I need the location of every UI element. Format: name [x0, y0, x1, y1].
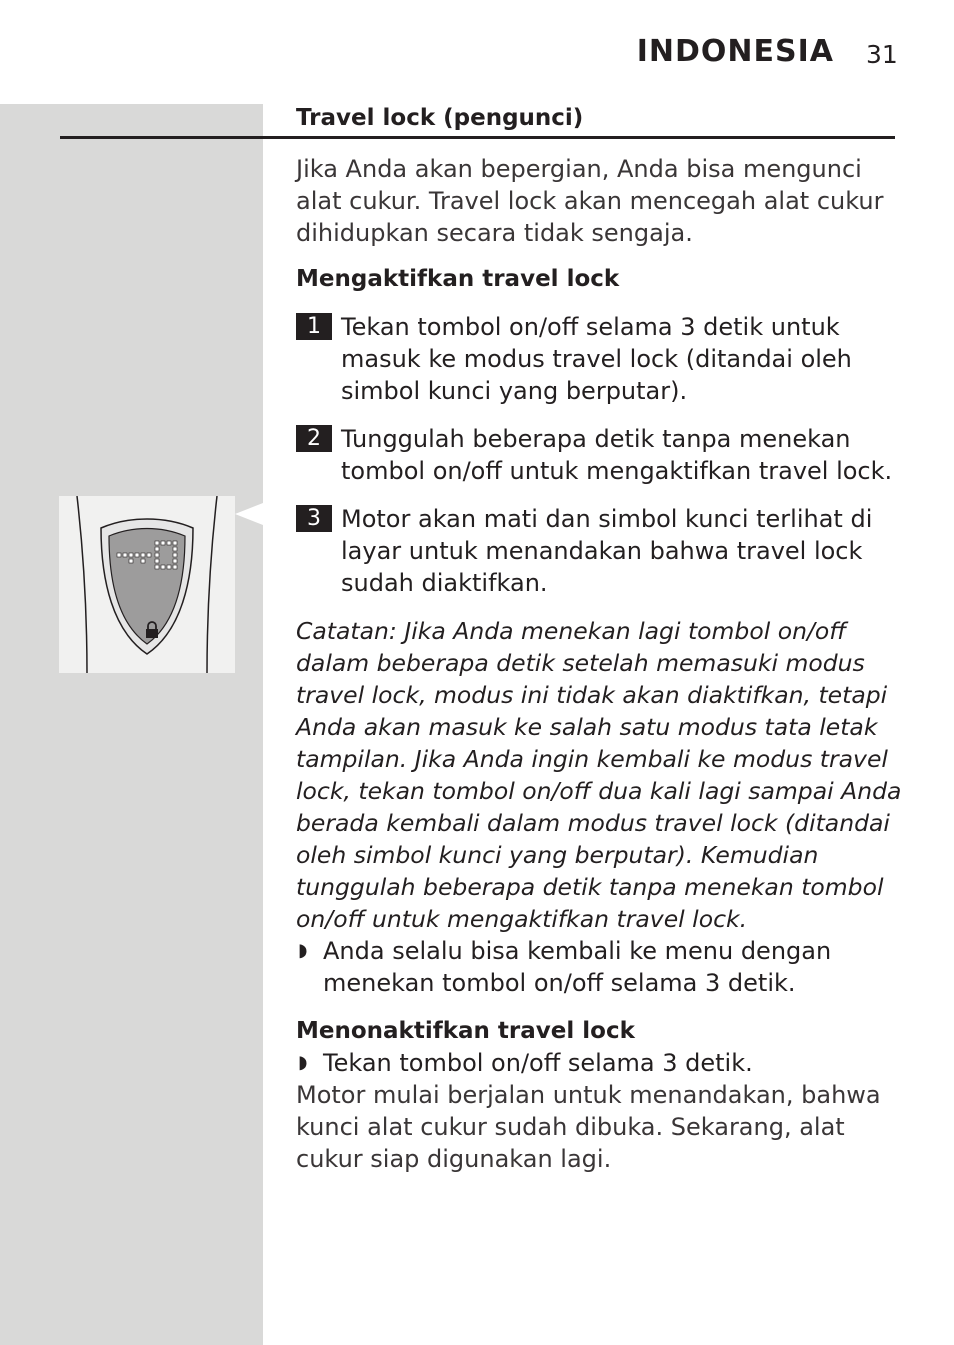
note-paragraph: Catatan: Jika Anda menekan lagi tombol on/off dalam beberapa detik setelah memasuki modus travel lock, modus ini tidak akan diaktifkan, tetapi Anda akan masuk ke salah satu modus tata letak tampilan. Jika Anda ingin kembali ke modus travel lock, tekan tombol on/off dua kali lagi sampai Anda berada kembali dalam modus travel lock (ditandai oleh simbol kunci yang berputar). Kemudian tunggulah beberapa detik tanpa menekan tombol on/off untuk mengaktifkan travel lock.	[296, 617, 902, 933]
activate-steps	[296, 311, 906, 599]
intro-paragraph: Jika Anda akan bepergian, Anda bisa mengunci alat cukur. Travel lock akan mencegah alat cukur dihidupkan secara tidak sengaja.	[296, 155, 884, 247]
step-number-badge: 3	[296, 505, 332, 532]
bullet-item	[296, 1047, 906, 1079]
main-content	[296, 102, 906, 1175]
triangle-bullet-icon: ◗	[298, 1052, 308, 1073]
deactivate-paragraph: Motor mulai berjalan untuk menandakan, bahwa kunci alat cukur sudah dibuka. Sekarang, alat cukur siap digunakan lagi.	[296, 1081, 881, 1173]
page-margin-band	[0, 104, 263, 1345]
section-title: Travel lock (pengunci)	[296, 105, 584, 131]
step-text: Tekan tombol on/off selama 3 detik untuk masuk ke modus travel lock (ditandai oleh simbol kunci yang berputar).	[341, 313, 852, 405]
bullet-text: Tekan tombol on/off selama 3 detik.	[323, 1049, 753, 1077]
step-text: Motor akan mati dan simbol kunci terlihat di layar untuk menandakan bahwa travel lock sudah diaktifkan.	[341, 505, 873, 597]
step-text: Tunggulah beberapa detik tanpa menekan tombol on/off untuk mengaktifkan travel lock.	[341, 425, 893, 485]
step-number-badge: 1	[296, 313, 332, 340]
triangle-bullet-icon: ◗	[298, 940, 308, 961]
step-item	[296, 503, 906, 599]
language-header: INDONESIA	[636, 34, 834, 69]
page-number: 31	[866, 40, 898, 69]
step-item	[296, 423, 906, 487]
bullet-item	[296, 935, 906, 999]
activate-heading: Mengaktifkan travel lock	[296, 266, 620, 292]
figure-pointer	[235, 503, 263, 525]
step-number-badge: 2	[296, 425, 332, 452]
bullet-text: Anda selalu bisa kembali ke menu dengan menekan tombol on/off selama 3 detik.	[323, 937, 832, 997]
step-item	[296, 311, 906, 407]
deactivate-heading: Menonaktifkan travel lock	[296, 1018, 635, 1044]
shaver-display-illustration	[59, 496, 235, 673]
